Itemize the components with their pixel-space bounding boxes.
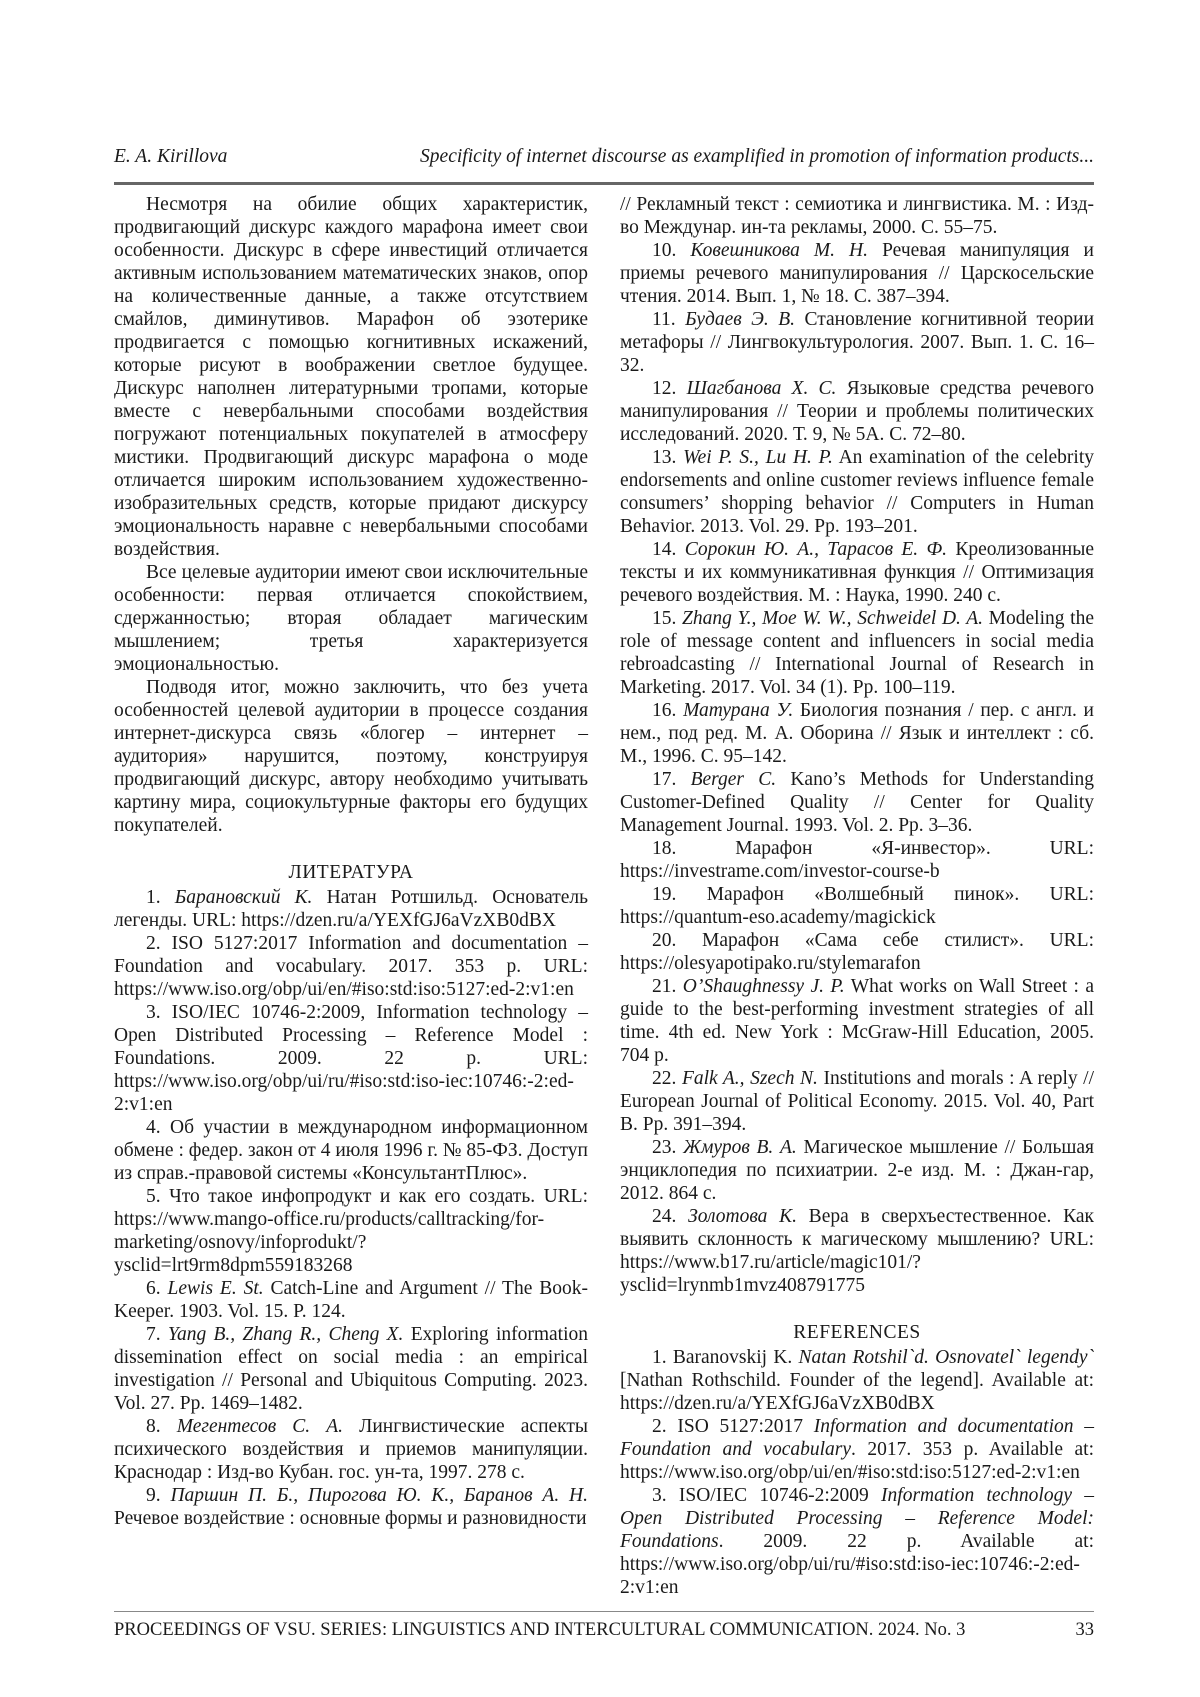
text: 7. [146, 1324, 168, 1345]
reference-entry [620, 837, 1094, 883]
reference-entry [114, 1185, 588, 1277]
text: 5. Что такое инфопродукт и как его создать. URL: https://www.mango-office.ru/products/calltracking/for-marketing/osnovy/infoprodukt/?ysclid=lrt9rm8dpm559183268 [114, 1186, 588, 1276]
reference-entry [620, 929, 1094, 975]
reference-entry [620, 446, 1094, 538]
text: 23. [652, 1137, 684, 1158]
left-column [114, 193, 588, 1530]
text: 18. Марафон «Я-инвестор». URL: https://investrame.com/investor-course-b [620, 838, 1094, 882]
italic-text: Шагбанова Х. С. [686, 378, 837, 399]
text: 2. ISO 5127:2017 Information and documentation – Foundation and vocabulary. 2017. 353 p. URL: https://www.iso.org/obp/ui/en/#iso:std:iso:5127:ed-2:v1:en [114, 933, 588, 1000]
text: Натан Ротшильд. Основатель легенды. URL: https://dzen.ru/a/YEXfGJ6aVzXB0dBX [114, 887, 589, 931]
text: Все целевые аудитории имеют свои исключительные особенности: первая отличается спокойствием, сдержанностью; вторая обладает магическим мышлением; третья характеризуется эмоциональностью. [114, 562, 588, 675]
text: Магическое мышление // Большая энциклопедия по психиатрии. 2-е изд. М. : Джан-гар, 2012. 864 с. [620, 1137, 1094, 1204]
reference-entry [114, 1001, 588, 1116]
body-text [114, 193, 588, 837]
text: An examination of the celebrity endorsements and online customer reviews influence female consumers’ shopping behavior // Computers in Human Behavior. 2013. Vol. 29. Pp. 193–201. [620, 447, 1094, 537]
columns [114, 193, 1094, 1599]
italic-text: Lewis E. St. [167, 1278, 264, 1299]
reference-entry [620, 1484, 1094, 1599]
reference-entry [620, 975, 1094, 1067]
text: Биология познания / пер. с англ. и нем., под ред. М. А. Оборина // Язык и интеллект : сб. М., 1996. С. 95–142. [620, 700, 1094, 767]
text: . 2009. 22 p. Available at: https://www.iso.org/obp/ui/ru/#iso:std:iso-iec:10746:-2:ed-2:v1:en [620, 1531, 1094, 1598]
text: Подводя итог, можно заключить, что без учета особенностей целевой аудитории в процессе создания интернет-дискурса связь «блогер – интернет – аудитория» нарушится, поэтому, конструируя продвигающий дискурс, автору необходимо учитывать картину мира, социокультурные факторы его будущих покупателей. [114, 677, 588, 836]
italic-text: Yang B., Zhang R., Cheng X. [167, 1324, 404, 1345]
text: Вера в сверхъестественное. Как выявить склонность к магическому мышлению? URL: https://www.b17.ru/article/magic101/?ysclid=lrynmb1mvz408791775 [620, 1206, 1095, 1296]
text: 3. ISO/IEC 10746-2:2009 [652, 1485, 882, 1506]
text: Креолизованные тексты и их коммуникативная функция // Оптимизация речевого воздействия. М. : Наука, 1990. 240 с. [620, 539, 1094, 606]
italic-text: Жмуров В. А. [683, 1137, 797, 1158]
italic-text: Falk A., Szech N. [681, 1068, 818, 1089]
running-header-title: Specificity of internet discourse as examplified in promotion of information products... [420, 146, 1094, 167]
text: 16. [652, 700, 684, 721]
text: 3. ISO/IEC 10746-2:2009, Information technology – Open Distributed Processing – Reference Model : Foundations. 2009. 22 p. URL: https://www.iso.org/obp/ui/ru/#iso:std:iso-iec:10746:-2:ed-2:v1:en [114, 1002, 588, 1115]
body-paragraph [114, 676, 588, 837]
reference-entry [114, 1484, 588, 1530]
text: 2. ISO 5127:2017 [652, 1416, 814, 1437]
text: 17. [652, 769, 691, 790]
text: Несмотря на обилие общих характеристик, продвигающий дискурс каждого марафона имеет свои особенности. Дискурс в сфере инвестиций отличается активным использованием математических знаков, опор на количественные данные, а также отсутствием смайлов, диминутивов. Марафон об эзотерике продвигается с помощью когнитивных искажений, которые рисуют в воображении светлое будущее. Дискурс наполнен литературными тропами, которые вместе с невербальными способами воздействия погружают потенциальных покупателей в атмосферу мистики. Продвигающий дискурс марафона о моде отличается широким использованием художественно-изобразительных средств, которые придают дискурсу эмоциональность наравне с невербальными способами воздействия. [114, 194, 588, 560]
reference-entry [114, 1415, 588, 1484]
text: Речевое воздействие : основные формы и разновидности [114, 1508, 587, 1529]
text: 11. [652, 309, 686, 330]
text: 10. [652, 240, 691, 261]
reference-entry [620, 1415, 1094, 1484]
reference-entry [620, 883, 1094, 929]
italic-text: Information technology – Open Distributed Processing – Reference Model: Foundations [620, 1485, 1094, 1552]
literature-list-part-2 [620, 193, 1094, 1297]
italic-text: Барановский К. [174, 887, 313, 908]
text: 22. [652, 1068, 682, 1089]
running-header [114, 146, 1094, 185]
italic-text: Сорокин Ю. А., Тарасов Е. Ф. [684, 539, 948, 560]
text: 12. [652, 378, 687, 399]
page-footer [114, 1611, 1094, 1641]
reference-entry [620, 377, 1094, 446]
italic-text: Information and documentation – Foundation and vocabulary [620, 1416, 1094, 1460]
reference-entry [620, 239, 1094, 308]
body-paragraph [114, 193, 588, 561]
reference-entry [620, 607, 1094, 699]
italic-text: Ковешникова М. Н. [690, 240, 869, 261]
italic-text: Паршин П. Б., Пирогова Ю. К., Баранов А. Н. [170, 1485, 588, 1506]
text: 1. Baranovskij K. [652, 1347, 799, 1368]
reference-entry [620, 1136, 1094, 1205]
text: Лингвистические аспекты психического воздействия и приемов манипуляции. Краснодар : Изд-во Кубан. гос. ун-та, 1997. 278 с. [114, 1416, 589, 1483]
text: Institutions and morals : A reply // European Journal of Political Economy. 2015. Vol. 40, Part B. Pp. 391–394. [620, 1068, 1095, 1135]
reference-entry [620, 768, 1094, 837]
reference-entry [620, 1067, 1094, 1136]
italic-text: Berger C. [690, 769, 777, 790]
italic-text: Zhang Y., Moe W. W., Schweidel D. A. [682, 608, 984, 629]
italic-text: O’Shaughnessy J. P. [682, 976, 845, 997]
footer-journal-title: PROCEEDINGS OF VSU. SERIES: LINGUISTICS AND INTERCULTURAL COMMUNICATION. 2024. No. 3 [114, 1620, 966, 1640]
italic-text: Wei P. S., Lu H. P. [683, 447, 833, 468]
text: Modeling the role of message content and influencers in social media rebroadcasting // International Journal of Research in Marketing. 2017. Vol. 34 (1). Pp. 100–119. [620, 608, 1095, 698]
text: 6. [146, 1278, 168, 1299]
reference-entry [620, 538, 1094, 607]
italic-text: Матурана У. [683, 700, 794, 721]
text: 20. Марафон «Сама себе стилист». URL: https://olesyapotipako.ru/stylemarafon [620, 930, 1094, 974]
right-column [620, 193, 1094, 1599]
text: 24. [652, 1206, 689, 1227]
reference-entry [114, 1116, 588, 1185]
text: Kano’s Methods for Understanding Customer-Defined Quality // Center for Quality Management Journal. 1993. Vol. 2. Pp. 3–36. [620, 769, 1095, 836]
text: 8. [146, 1416, 177, 1437]
reference-entry [114, 1277, 588, 1323]
text: 15. [652, 608, 683, 629]
reference-entry [114, 932, 588, 1001]
text: [Nathan Rothschild. Founder of the legend]. Available at: https://dzen.ru/a/YEXfGJ6aVzXB0dBX [620, 1370, 1094, 1414]
italic-text: Мегентесов С. А. [176, 1416, 344, 1437]
text: 21. [652, 976, 683, 997]
italic-text: Будаев Э. В. [685, 309, 796, 330]
references-heading: REFERENCES [793, 1322, 921, 1343]
text: 9. [146, 1485, 171, 1506]
reference-entry [620, 308, 1094, 377]
text: What works on Wall Street : a guide to the best-performing investment strategies of all time. 4th ed. New York : McGraw-Hill Education, 2005. 704 p. [620, 976, 1094, 1066]
text: 4. Об участии в международном информационном обмене : федер. закон от 4 июля 1996 г. № 85-ФЗ. Доступ из справ.-правовой системы «КонсультантПлюс». [114, 1117, 588, 1184]
reference-entry [620, 1205, 1094, 1297]
reference-entry [620, 193, 1094, 239]
references-list [620, 1346, 1094, 1599]
reference-entry [620, 1346, 1094, 1415]
reference-entry [620, 699, 1094, 768]
body-paragraph [114, 561, 588, 676]
text: 19. Марафон «Волшебный пинок». URL: https://quantum-eso.academy/magickick [620, 884, 1094, 928]
page-number: 33 [1075, 1620, 1094, 1640]
text: Exploring information dissemination effect on social media : an empirical investigation // Personal and Ubiquitous Computing. 2023. Vol. 27. Pp. 1469–1482. [114, 1324, 589, 1414]
literature-list-part-1 [114, 886, 588, 1530]
text: Catch-Line and Argument // The Book-Keeper. 1903. Vol. 15. P. 124. [114, 1278, 589, 1322]
running-header-author: E. A. Kirillova [114, 146, 228, 167]
text: // Рекламный текст : семиотика и лингвистика. М. : Изд-во Междунар. ин-та рекламы, 2000. С. 55–75. [620, 194, 1094, 238]
text: 14. [652, 539, 685, 560]
text: 13. [652, 447, 684, 468]
text: Речевая манипуляция и приемы речевого манипулирования // Царскосельские чтения. 2014. Вып. 1, № 18. С. 387–394. [620, 240, 1094, 307]
reference-entry [114, 1323, 588, 1415]
literature-heading: ЛИТЕРАТУРА [288, 862, 414, 883]
italic-text: Natan Rotshil`d. Osnovatel` legendy` [798, 1347, 1094, 1368]
text: 1. [146, 887, 175, 908]
italic-text: Золотова К. [688, 1206, 797, 1227]
reference-entry [114, 886, 588, 932]
text: Языковые средства речевого манипулирования // Теории и проблемы политических исследований. 2020. Т. 9, № 5А. С. 72–80. [620, 378, 1094, 445]
text: . 2017. 353 p. Available at: https://www.iso.org/obp/ui/en/#iso:std:iso:5127:ed-2:v1:en [620, 1439, 1094, 1483]
text: Становление когнитивной теории метафоры // Лингвокультурология. 2007. Вып. 1. С. 16–32. [620, 309, 1095, 376]
